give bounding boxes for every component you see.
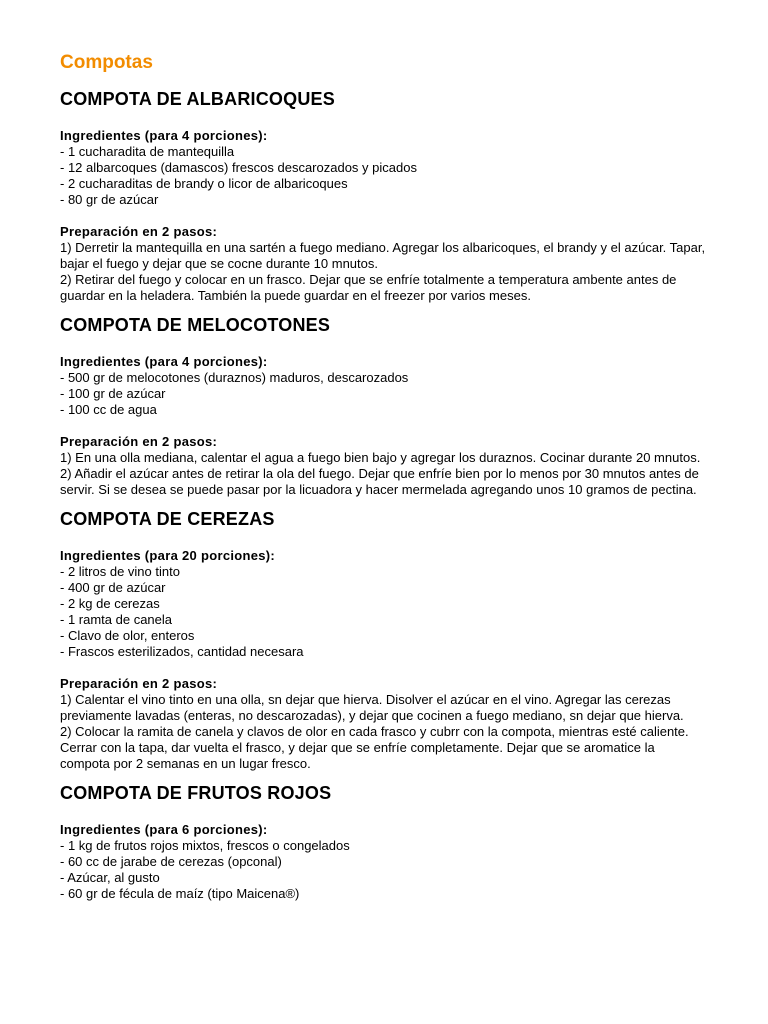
ingredient-item: - Clavo de olor, enteros xyxy=(60,628,195,643)
recipe-title: COMPOTA DE FRUTOS ROJOS xyxy=(60,783,332,803)
preparation-step: 2) Retirar del fuego y colocar en un frasco. Dejar que se enfríe totalmente a temperatura ambente antes de guardar en la heladera. También la puede guardar en el freezer por varios meses. xyxy=(60,272,677,303)
preparation-heading: Preparación en 2 pasos: xyxy=(60,676,218,691)
ingredients-heading: Ingredientes (para 6 porciones): xyxy=(60,822,268,837)
recipe-list xyxy=(60,88,708,902)
preparation-heading: Preparación en 2 pasos: xyxy=(60,224,218,239)
ingredient-item: - 1 cucharadita de mantequilla xyxy=(60,144,235,159)
spacer xyxy=(60,208,708,224)
ingredient-item: - 2 kg de cerezas xyxy=(60,596,160,611)
preparation-step: 2) Colocar la ramita de canela y clavos de olor en cada frasco y cubrr con la compota, mientras esté caliente. Cerrar con la tapa, dar vuelta el frasco, y dejar que se enfríe completamente. Dejar que se aromatice la compota por 2 semanas en un lugar fresco. xyxy=(60,724,689,771)
ingredient-item: - 80 gr de azúcar xyxy=(60,192,159,207)
ingredients-heading: Ingredientes (para 4 porciones): xyxy=(60,354,268,369)
document-title: Compotas xyxy=(60,52,153,73)
spacer xyxy=(60,418,708,434)
preparation-steps xyxy=(60,692,708,772)
recipe-title: COMPOTA DE ALBARICOQUES xyxy=(60,89,335,109)
recipe-section xyxy=(60,314,708,498)
recipe-section xyxy=(60,508,708,772)
ingredient-item: - Frascos esterilizados, cantidad necesara xyxy=(60,644,304,659)
preparation-steps xyxy=(60,450,708,498)
ingredient-item: - 100 cc de agua xyxy=(60,402,157,417)
ingredient-item: - 500 gr de melocotones (duraznos) maduros, descarozados xyxy=(60,370,409,385)
ingredient-item: - 60 cc de jarabe de cerezas (opconal) xyxy=(60,854,282,869)
ingredient-item: - Azúcar, al gusto xyxy=(60,870,160,885)
ingredient-item: - 1 ramta de canela xyxy=(60,612,173,627)
preparation-step: 1) Derretir la mantequilla en una sartén a fuego mediano. Agregar los albaricoques, el brandy y el azúcar. Tapar, bajar el fuego y dejar que se cocne durante 10 mnutos. xyxy=(60,240,706,271)
ingredient-item: - 60 gr de fécula de maíz (tipo Maicena®) xyxy=(60,886,300,901)
ingredient-item: - 1 kg de frutos rojos mixtos, frescos o congelados xyxy=(60,838,350,853)
preparation-step: 1) Calentar el vino tinto en una olla, sn dejar que hierva. Disolver el azúcar en el vino. Agregar las cerezas previamente lavadas (enteras, no descarozadas), y dejar que cocinen a fuego mediano, sn dejar que hierva. xyxy=(60,692,684,723)
ingredients-heading: Ingredientes (para 4 porciones): xyxy=(60,128,268,143)
preparation-step: 1) En una olla mediana, calentar el agua a fuego bien bajo y agregar los duraznos. Cocinar durante 20 mnutos. xyxy=(60,450,701,465)
preparation-steps xyxy=(60,240,708,304)
ingredient-item: - 12 albarcoques (damascos) frescos descarozados y picados xyxy=(60,160,417,175)
preparation-heading: Preparación en 2 pasos: xyxy=(60,434,218,449)
ingredient-item: - 2 cucharaditas de brandy o licor de albaricoques xyxy=(60,176,348,191)
ingredient-item: - 100 gr de azúcar xyxy=(60,386,166,401)
ingredient-item: - 400 gr de azúcar xyxy=(60,580,166,595)
spacer xyxy=(60,660,708,676)
recipe-title: COMPOTA DE CEREZAS xyxy=(60,509,275,529)
ingredient-item: - 2 litros de vino tinto xyxy=(60,564,180,579)
ingredients-heading: Ingredientes (para 20 porciones): xyxy=(60,548,276,563)
recipe-section xyxy=(60,782,708,902)
preparation-step: 2) Añadir el azúcar antes de retirar la ola del fuego. Dejar que enfríe bien por lo menos por 30 mnutos antes de servir. Si se desea se puede pasar por la licuadora y hacer mermelada agregando unos 10 gramos de pectina. xyxy=(60,466,699,497)
recipe-title: COMPOTA DE MELOCOTONES xyxy=(60,315,331,335)
recipe-section xyxy=(60,88,708,304)
